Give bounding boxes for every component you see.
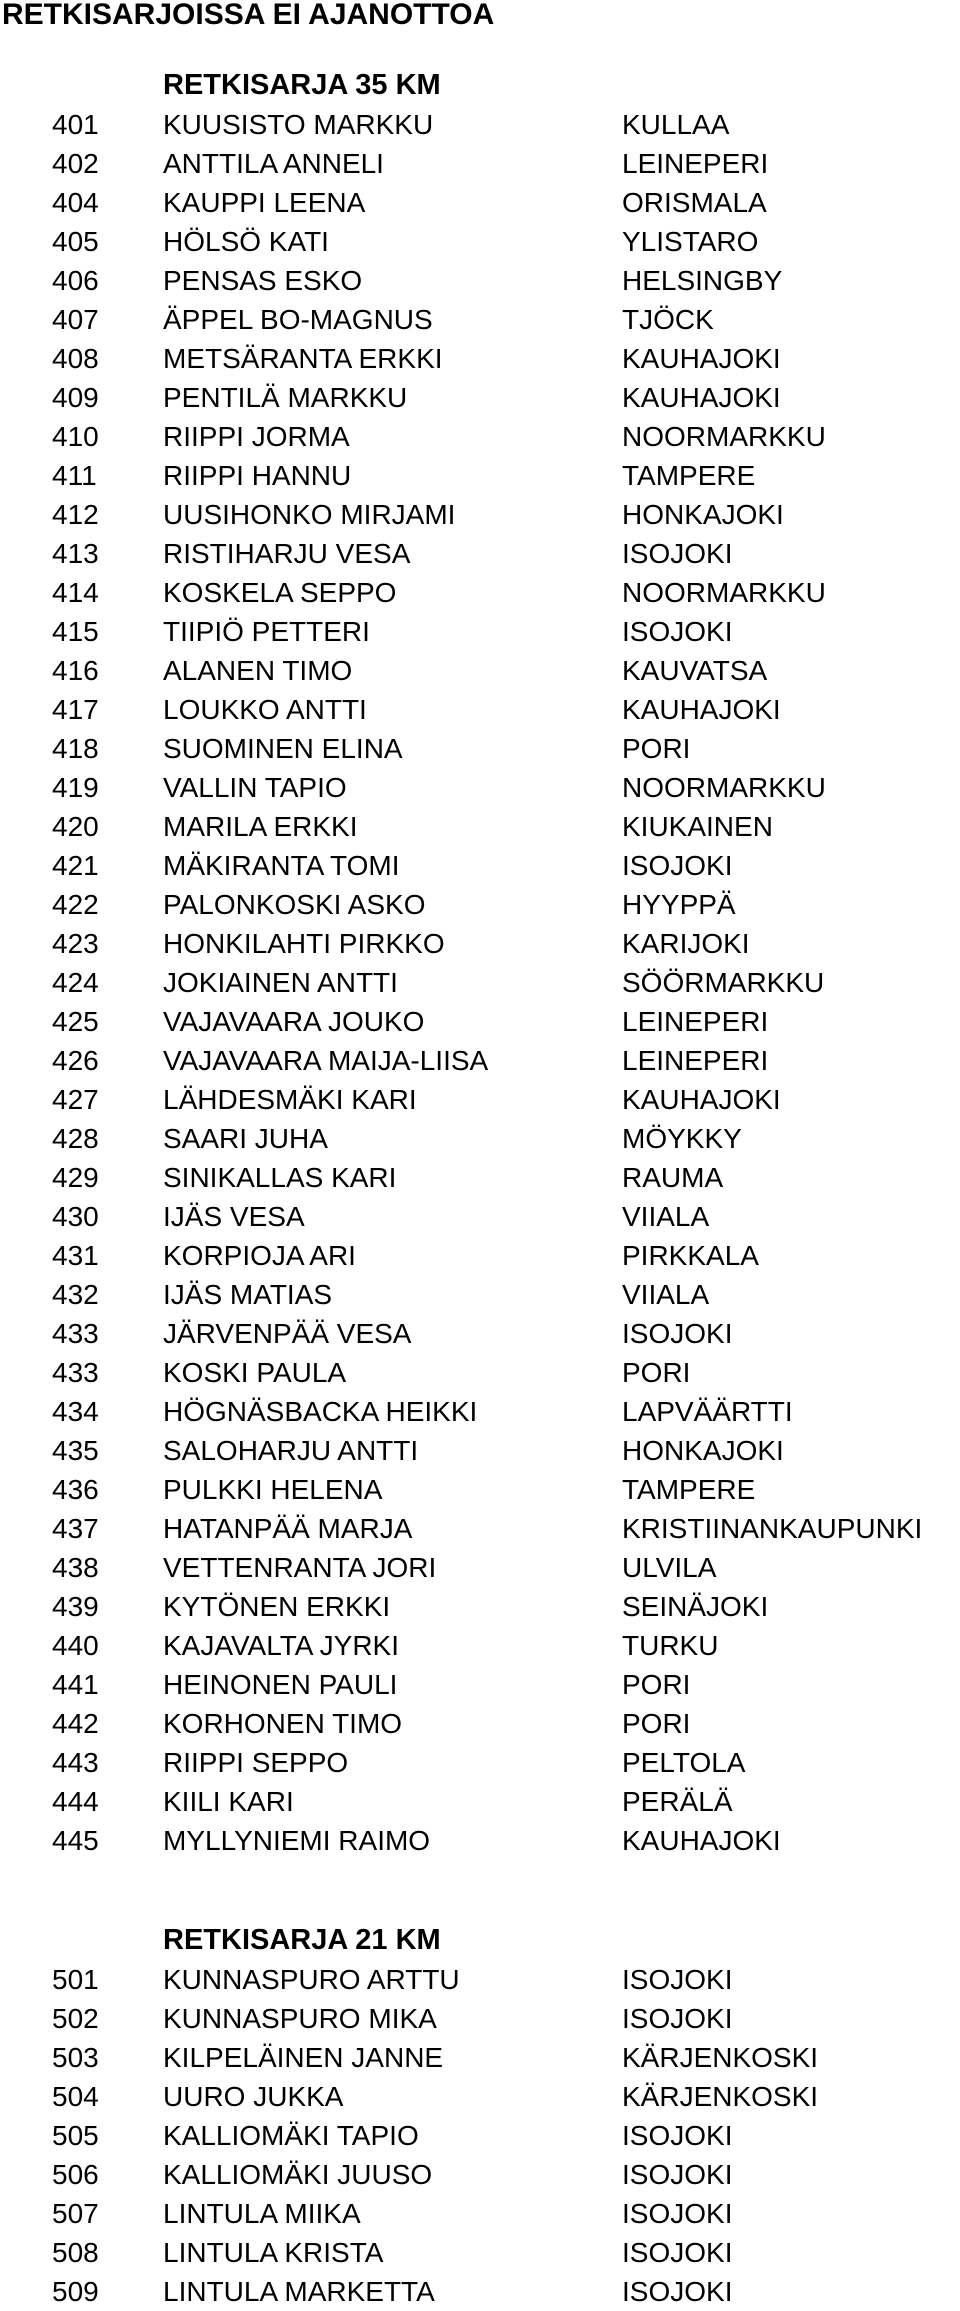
- bib-number: 421: [52, 850, 99, 881]
- participant-town: LEINEPERI: [622, 1006, 769, 1037]
- participant-town: KIUKAINEN: [622, 811, 773, 842]
- participant-row: [0, 807, 960, 846]
- participant-row: [0, 1392, 960, 1431]
- participant-town: PORI: [622, 733, 691, 764]
- participant-row: [0, 1353, 960, 1392]
- bib-number: 508: [52, 2237, 99, 2268]
- participant-name: RIIPPI HANNU: [163, 460, 352, 491]
- participant-town: ISOJOKI: [622, 616, 733, 647]
- participant-town: ISOJOKI: [622, 2198, 733, 2229]
- participant-name: KALLIOMÄKI JUUSO: [163, 2159, 433, 2190]
- bib-number: 442: [52, 1708, 99, 1739]
- participant-town: TAMPERE: [622, 1474, 756, 1505]
- participant-town: PORI: [622, 1708, 691, 1739]
- participant-name: VAJAVAARA JOUKO: [163, 1006, 425, 1037]
- participant-town: TAMPERE: [622, 460, 756, 491]
- participant-row: [0, 2155, 960, 2194]
- participant-town: TURKU: [622, 1630, 719, 1661]
- bib-number: 431: [52, 1240, 99, 1271]
- participant-town: HONKAJOKI: [622, 499, 784, 530]
- participant-row: [0, 651, 960, 690]
- participant-town: KÄRJENKOSKI: [622, 2042, 819, 2073]
- participant-row: [0, 378, 960, 417]
- participant-row: [0, 846, 960, 885]
- participant-row: [0, 768, 960, 807]
- participant-town: PIRKKALA: [622, 1240, 759, 1271]
- participant-row: [0, 1002, 960, 1041]
- participant-row: [0, 222, 960, 261]
- participant-row: [0, 1665, 960, 1704]
- participant-town: ISOJOKI: [622, 850, 733, 881]
- participant-name: KORPIOJA ARI: [163, 1240, 356, 1271]
- participant-name: HÖGNÄSBACKA HEIKKI: [163, 1396, 478, 1427]
- participant-town: LAPVÄÄRTTI: [622, 1396, 793, 1427]
- bib-number: 419: [52, 772, 99, 803]
- participant-town: KAUHAJOKI: [622, 343, 781, 374]
- participant-name: RIIPPI SEPPO: [163, 1747, 349, 1778]
- bib-number: 428: [52, 1123, 99, 1154]
- participant-name: MYLLYNIEMI RAIMO: [163, 1825, 431, 1856]
- participant-name: RIIPPI JORMA: [163, 421, 350, 452]
- participant-row: [0, 2038, 960, 2077]
- participant-row: [0, 1999, 960, 2038]
- participant-row: [0, 300, 960, 339]
- bib-number: 501: [52, 1964, 99, 1995]
- section-retkisarja-35km: [0, 66, 960, 1860]
- participant-town: PERÄLÄ: [622, 1786, 733, 1817]
- participant-name: PENTILÄ MARKKU: [163, 382, 408, 413]
- participant-town: TJÖCK: [622, 304, 714, 335]
- participant-row: [0, 534, 960, 573]
- participant-name: IJÄS MATIAS: [163, 1279, 333, 1310]
- participant-name: IJÄS VESA: [163, 1201, 305, 1232]
- participant-name: JOKIAINEN ANTTI: [163, 967, 398, 998]
- participant-row: [0, 2272, 960, 2311]
- participant-row: [0, 924, 960, 963]
- participant-town: ISOJOKI: [622, 2120, 733, 2151]
- bib-number: 406: [52, 265, 99, 296]
- section-retkisarja-21km: [0, 1921, 960, 2311]
- bib-number: 422: [52, 889, 99, 920]
- participant-row: [0, 1119, 960, 1158]
- section-heading: RETKISARJA 35 KM: [163, 69, 441, 101]
- participant-name: PENSAS ESKO: [163, 265, 363, 296]
- participant-town: KRISTIINANKAUPUNKI: [622, 1513, 923, 1544]
- participant-row: [0, 495, 960, 534]
- participant-row: [0, 1041, 960, 1080]
- participant-name: LINTULA MIIKA: [163, 2198, 361, 2229]
- bib-number: 432: [52, 1279, 99, 1310]
- participant-row: [0, 1197, 960, 1236]
- participant-name: LOUKKO ANTTI: [163, 694, 367, 725]
- participant-row: [0, 2077, 960, 2116]
- bib-number: 433: [52, 1357, 99, 1388]
- participant-name: SINIKALLAS KARI: [163, 1162, 397, 1193]
- bib-number: 435: [52, 1435, 99, 1466]
- participant-row: [0, 339, 960, 378]
- participant-town: KAUHAJOKI: [622, 382, 781, 413]
- bib-number: 415: [52, 616, 99, 647]
- participant-name: SALOHARJU ANTTI: [163, 1435, 419, 1466]
- participant-name: METSÄRANTA ERKKI: [163, 343, 443, 374]
- bib-number: 440: [52, 1630, 99, 1661]
- participant-town: LEINEPERI: [622, 148, 769, 179]
- participant-row: [0, 261, 960, 300]
- bib-number: 443: [52, 1747, 99, 1778]
- bib-number: 445: [52, 1825, 99, 1856]
- bib-number: 439: [52, 1591, 99, 1622]
- participant-row: [0, 612, 960, 651]
- participant-name: UUSIHONKO MIRJAMI: [163, 499, 456, 530]
- participant-row: [0, 1704, 960, 1743]
- participant-town: KAUHAJOKI: [622, 1825, 781, 1856]
- participant-town: KÄRJENKOSKI: [622, 2081, 819, 2112]
- participant-name: LÄHDESMÄKI KARI: [163, 1084, 417, 1115]
- participant-name: LINTULA KRISTA: [163, 2237, 384, 2268]
- participant-row: [0, 1314, 960, 1353]
- participant-row: [0, 1626, 960, 1665]
- bib-number: 405: [52, 226, 99, 257]
- participant-town: ISOJOKI: [622, 1318, 733, 1349]
- participant-name: HONKILAHTI PIRKKO: [163, 928, 445, 959]
- participant-town: HONKAJOKI: [622, 1435, 784, 1466]
- participant-name: ÄPPEL BO-MAGNUS: [163, 304, 433, 335]
- participant-row: [0, 690, 960, 729]
- participant-name: PULKKI HELENA: [163, 1474, 383, 1505]
- participant-town: YLISTARO: [622, 226, 759, 257]
- participant-town: KAUHAJOKI: [622, 694, 781, 725]
- participant-row: [0, 573, 960, 612]
- participant-name: KUNNASPURO ARTTU: [163, 1964, 460, 1995]
- bib-number: 413: [52, 538, 99, 569]
- participant-name: HEINONEN PAULI: [163, 1669, 398, 1700]
- participant-row: [0, 1509, 960, 1548]
- participant-town: NOORMARKKU: [622, 421, 826, 452]
- participant-row: [0, 1821, 960, 1860]
- participant-name: KYTÖNEN ERKKI: [163, 1591, 391, 1622]
- participant-town: KAUVATSA: [622, 655, 768, 686]
- participant-name: KALLIOMÄKI TAPIO: [163, 2120, 419, 2151]
- participant-name: MÄKIRANTA TOMI: [163, 850, 400, 881]
- participant-row: [0, 729, 960, 768]
- page-title: RETKISARJOISSA EI AJANOTTOA: [2, 0, 495, 31]
- participant-row: [0, 417, 960, 456]
- participant-town: HYYPPÄ: [622, 889, 736, 920]
- participant-name: KIILI KARI: [163, 1786, 294, 1817]
- participant-name: TIIPIÖ PETTERI: [163, 616, 370, 647]
- participant-town: VIIALA: [622, 1201, 710, 1232]
- participant-row: [0, 105, 960, 144]
- participant-town: SÖÖRMARKKU: [622, 967, 825, 998]
- participant-name: ANTTILA ANNELI: [163, 148, 384, 179]
- participant-town: KAUHAJOKI: [622, 1084, 781, 1115]
- bib-number: 505: [52, 2120, 99, 2151]
- bib-number: 509: [52, 2276, 99, 2307]
- bib-number: 427: [52, 1084, 99, 1115]
- bib-number: 441: [52, 1669, 99, 1700]
- bib-number: 425: [52, 1006, 99, 1037]
- bib-number: 502: [52, 2003, 99, 2034]
- participant-list: [0, 105, 960, 1860]
- participant-name: KOSKI PAULA: [163, 1357, 347, 1388]
- participant-row: [0, 1587, 960, 1626]
- participant-town: ULVILA: [622, 1552, 717, 1583]
- bib-number: 412: [52, 499, 99, 530]
- participant-row: [0, 885, 960, 924]
- participant-name: SAARI JUHA: [163, 1123, 328, 1154]
- participant-name: UURO JUKKA: [163, 2081, 344, 2112]
- participant-town: KARIJOKI: [622, 928, 750, 959]
- participant-town: RAUMA: [622, 1162, 724, 1193]
- participant-name: ALANEN TIMO: [163, 655, 353, 686]
- participant-row: [0, 1275, 960, 1314]
- bib-number: 420: [52, 811, 99, 842]
- participant-name: VALLIN TAPIO: [163, 772, 347, 803]
- participant-row: [0, 2194, 960, 2233]
- participant-row: [0, 1743, 960, 1782]
- bib-number: 407: [52, 304, 99, 335]
- participant-town: SEINÄJOKI: [622, 1591, 769, 1622]
- section-heading: RETKISARJA 21 KM: [163, 1924, 441, 1956]
- bib-number: 418: [52, 733, 99, 764]
- participant-town: ISOJOKI: [622, 2003, 733, 2034]
- participant-town: NOORMARKKU: [622, 772, 826, 803]
- participant-name: RISTIHARJU VESA: [163, 538, 411, 569]
- participant-row: [0, 1782, 960, 1821]
- bib-number: 438: [52, 1552, 99, 1583]
- bib-number: 426: [52, 1045, 99, 1076]
- bib-number: 417: [52, 694, 99, 725]
- participant-town: LEINEPERI: [622, 1045, 769, 1076]
- bib-number: 503: [52, 2042, 99, 2073]
- bib-number: 507: [52, 2198, 99, 2229]
- participant-row: [0, 456, 960, 495]
- participant-town: PORI: [622, 1357, 691, 1388]
- bib-number: 433: [52, 1318, 99, 1349]
- bib-number: 504: [52, 2081, 99, 2112]
- bib-number: 402: [52, 148, 99, 179]
- bib-number: 404: [52, 187, 99, 218]
- participant-row: [0, 1548, 960, 1587]
- participant-name: KILPELÄINEN JANNE: [163, 2042, 444, 2073]
- bib-number: 424: [52, 967, 99, 998]
- participant-name: JÄRVENPÄÄ VESA: [163, 1318, 412, 1349]
- bib-number: 410: [52, 421, 99, 452]
- participant-row: [0, 2233, 960, 2272]
- participant-row: [0, 1960, 960, 1999]
- bib-number: 437: [52, 1513, 99, 1544]
- participant-name: HATANPÄÄ MARJA: [163, 1513, 413, 1544]
- participant-town: ISOJOKI: [622, 2237, 733, 2268]
- participant-list: [0, 1960, 960, 2311]
- participant-town: ISOJOKI: [622, 538, 733, 569]
- participant-name: KUNNASPURO MIKA: [163, 2003, 437, 2034]
- participant-town: ISOJOKI: [622, 1964, 733, 1995]
- bib-number: 430: [52, 1201, 99, 1232]
- participant-name: KUUSISTO MARKKU: [163, 109, 434, 140]
- participant-name: KOSKELA SEPPO: [163, 577, 397, 608]
- participant-town: KULLAA: [622, 109, 730, 140]
- bib-number: 408: [52, 343, 99, 374]
- participant-row: [0, 1236, 960, 1275]
- bib-number: 416: [52, 655, 99, 686]
- participant-town: ISOJOKI: [622, 2159, 733, 2190]
- participant-town: ORISMALA: [622, 187, 767, 218]
- participant-name: VETTENRANTA JORI: [163, 1552, 437, 1583]
- participant-row: [0, 1431, 960, 1470]
- participant-row: [0, 1158, 960, 1197]
- participant-row: [0, 144, 960, 183]
- bib-number: 414: [52, 577, 99, 608]
- bib-number: 444: [52, 1786, 99, 1817]
- participant-name: SUOMINEN ELINA: [163, 733, 403, 764]
- bib-number: 423: [52, 928, 99, 959]
- participant-name: VAJAVAARA MAIJA-LIISA: [163, 1045, 489, 1076]
- participant-row: [0, 1470, 960, 1509]
- participant-name: PALONKOSKI ASKO: [163, 889, 426, 920]
- participant-row: [0, 2116, 960, 2155]
- participant-name: KAUPPI LEENA: [163, 187, 366, 218]
- participant-name: KAJAVALTA JYRKI: [163, 1630, 400, 1661]
- bib-number: 401: [52, 109, 99, 140]
- participant-name: KORHONEN TIMO: [163, 1708, 403, 1739]
- bib-number: 411: [52, 460, 97, 491]
- participant-town: PELTOLA: [622, 1747, 746, 1778]
- participant-row: [0, 963, 960, 1002]
- participant-name: HÖLSÖ KATI: [163, 226, 329, 257]
- participant-town: ISOJOKI: [622, 2276, 733, 2307]
- bib-number: 436: [52, 1474, 99, 1505]
- participant-name: LINTULA MARKETTA: [163, 2276, 435, 2307]
- participant-town: NOORMARKKU: [622, 577, 826, 608]
- bib-number: 429: [52, 1162, 99, 1193]
- participant-row: [0, 183, 960, 222]
- bib-number: 506: [52, 2159, 99, 2190]
- bib-number: 434: [52, 1396, 99, 1427]
- bib-number: 409: [52, 382, 99, 413]
- participant-town: HELSINGBY: [622, 265, 783, 296]
- participant-name: MARILA ERKKI: [163, 811, 358, 842]
- participant-town: MÖYKKY: [622, 1123, 742, 1154]
- participant-town: VIIALA: [622, 1279, 710, 1310]
- participant-row: [0, 1080, 960, 1119]
- participant-town: PORI: [622, 1669, 691, 1700]
